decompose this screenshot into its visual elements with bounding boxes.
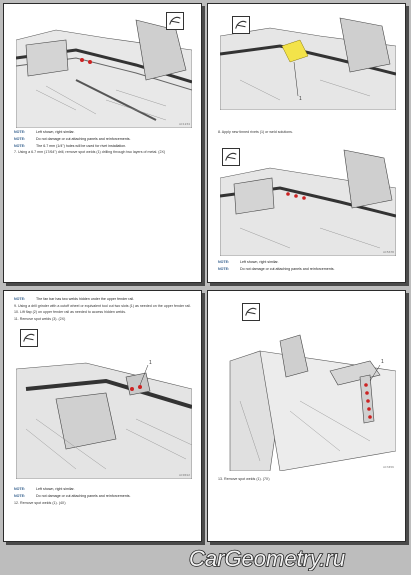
manufacturer-logo	[232, 16, 250, 34]
weld-point	[302, 196, 306, 200]
figure-reference: AC3456	[383, 465, 394, 469]
illustration-rivets	[220, 10, 396, 110]
weld-point	[367, 407, 371, 411]
manufacturer-logo	[242, 303, 260, 321]
figure-reference: AC9012	[179, 473, 190, 477]
manual-page-1	[3, 3, 202, 283]
note-row	[218, 267, 400, 271]
note-row	[14, 137, 196, 141]
procedure-step: 12. Remove spot welds (1). (4X)	[14, 500, 66, 505]
notes-block	[14, 130, 196, 157]
weld-point	[88, 60, 92, 64]
manufacturer-logo	[166, 12, 184, 30]
manual-page-2	[207, 3, 406, 283]
note-text: Do not damage or cut attaching panels and reinforcements.	[36, 493, 131, 498]
note-text: Left shown, right similar.	[36, 130, 75, 134]
note-text: Do not damage or cut attaching panels and reinforcements.	[240, 266, 335, 271]
note-label: NOTE:	[218, 266, 230, 271]
note-text: Do not damage or cut attaching panels and reinforcements.	[36, 136, 131, 141]
figure-reference: AC1234	[179, 122, 190, 126]
weld-point	[130, 387, 134, 391]
a-pillar-diagram	[220, 301, 396, 471]
procedure-step: 9. Using a drill grinder with a cutoff wheel or equivalent tool cut two slots (1) as needed on the upper fender rail.	[14, 303, 191, 308]
illustration-a-pillar	[220, 301, 396, 471]
note-row	[14, 144, 196, 148]
note-label: NOTE:	[14, 297, 26, 301]
illustration-rail-welds	[16, 10, 192, 128]
manufacturer-logo	[222, 148, 240, 166]
weld-point	[366, 399, 370, 403]
svg-text:1: 1	[299, 96, 302, 102]
note-row	[14, 487, 196, 491]
note-row	[218, 260, 400, 264]
note-text: Left shown, right similar.	[36, 487, 75, 491]
weld-point	[138, 385, 142, 389]
svg-text:1: 1	[149, 360, 152, 366]
note-row	[14, 297, 196, 301]
weld-point	[364, 383, 368, 387]
fender-rail-diagram	[16, 329, 192, 479]
note-label: NOTE:	[14, 143, 26, 148]
notes-top-block	[14, 297, 196, 323]
figure-reference: AC5678	[383, 250, 394, 254]
weld-point	[80, 58, 84, 62]
procedure-step: 11. Remove spot welds (3). (2X)	[14, 316, 66, 321]
note-row	[14, 130, 196, 134]
notes-block	[14, 487, 196, 507]
note-label: NOTE:	[14, 493, 26, 498]
step-block	[218, 477, 400, 483]
note-label: NOTE:	[14, 487, 26, 491]
note-text: Left shown, right similar.	[240, 260, 279, 264]
manufacturer-logo	[20, 329, 38, 347]
illustration-rail-lower	[220, 144, 396, 256]
note-label: NOTE:	[14, 130, 26, 134]
rail-lower-diagram	[220, 144, 396, 256]
cargeometry-wordmark	[186, 545, 406, 571]
weld-point	[294, 194, 298, 198]
note-text: The 6.7 mm (1/4") holes will be used for rivet installation.	[36, 143, 127, 148]
note-text: The fan bar has two welds hidden under the upper fender rail.	[36, 297, 135, 301]
weld-point	[368, 415, 372, 419]
note-row	[14, 494, 196, 498]
watermark-text: CarGeometry.ru	[189, 546, 346, 571]
procedure-step: 7. Using a 6.7 mm (17/64") drill, remove spot welds (1) drilling through two layers of metal. (2X)	[14, 150, 166, 155]
procedure-step: 13. Remove spot welds (1). (7X)	[218, 477, 270, 481]
procedure-step: 8. Apply new tinned rivets (1) or weld solutions.	[218, 130, 293, 134]
weld-point	[365, 391, 369, 395]
notes-block	[218, 260, 400, 274]
svg-text:1: 1	[381, 359, 384, 365]
note-label: NOTE:	[218, 260, 230, 264]
procedure-step: 10. Lift flap (2) on upper fender rail as needed to access hidden welds.	[14, 310, 127, 315]
step-block	[218, 130, 400, 136]
illustration-fender-rail	[16, 329, 192, 479]
watermark-logo	[186, 545, 406, 571]
weld-point	[286, 192, 290, 196]
note-label: NOTE:	[14, 136, 26, 141]
manual-page-4	[207, 290, 406, 542]
manual-page-3	[3, 290, 202, 542]
